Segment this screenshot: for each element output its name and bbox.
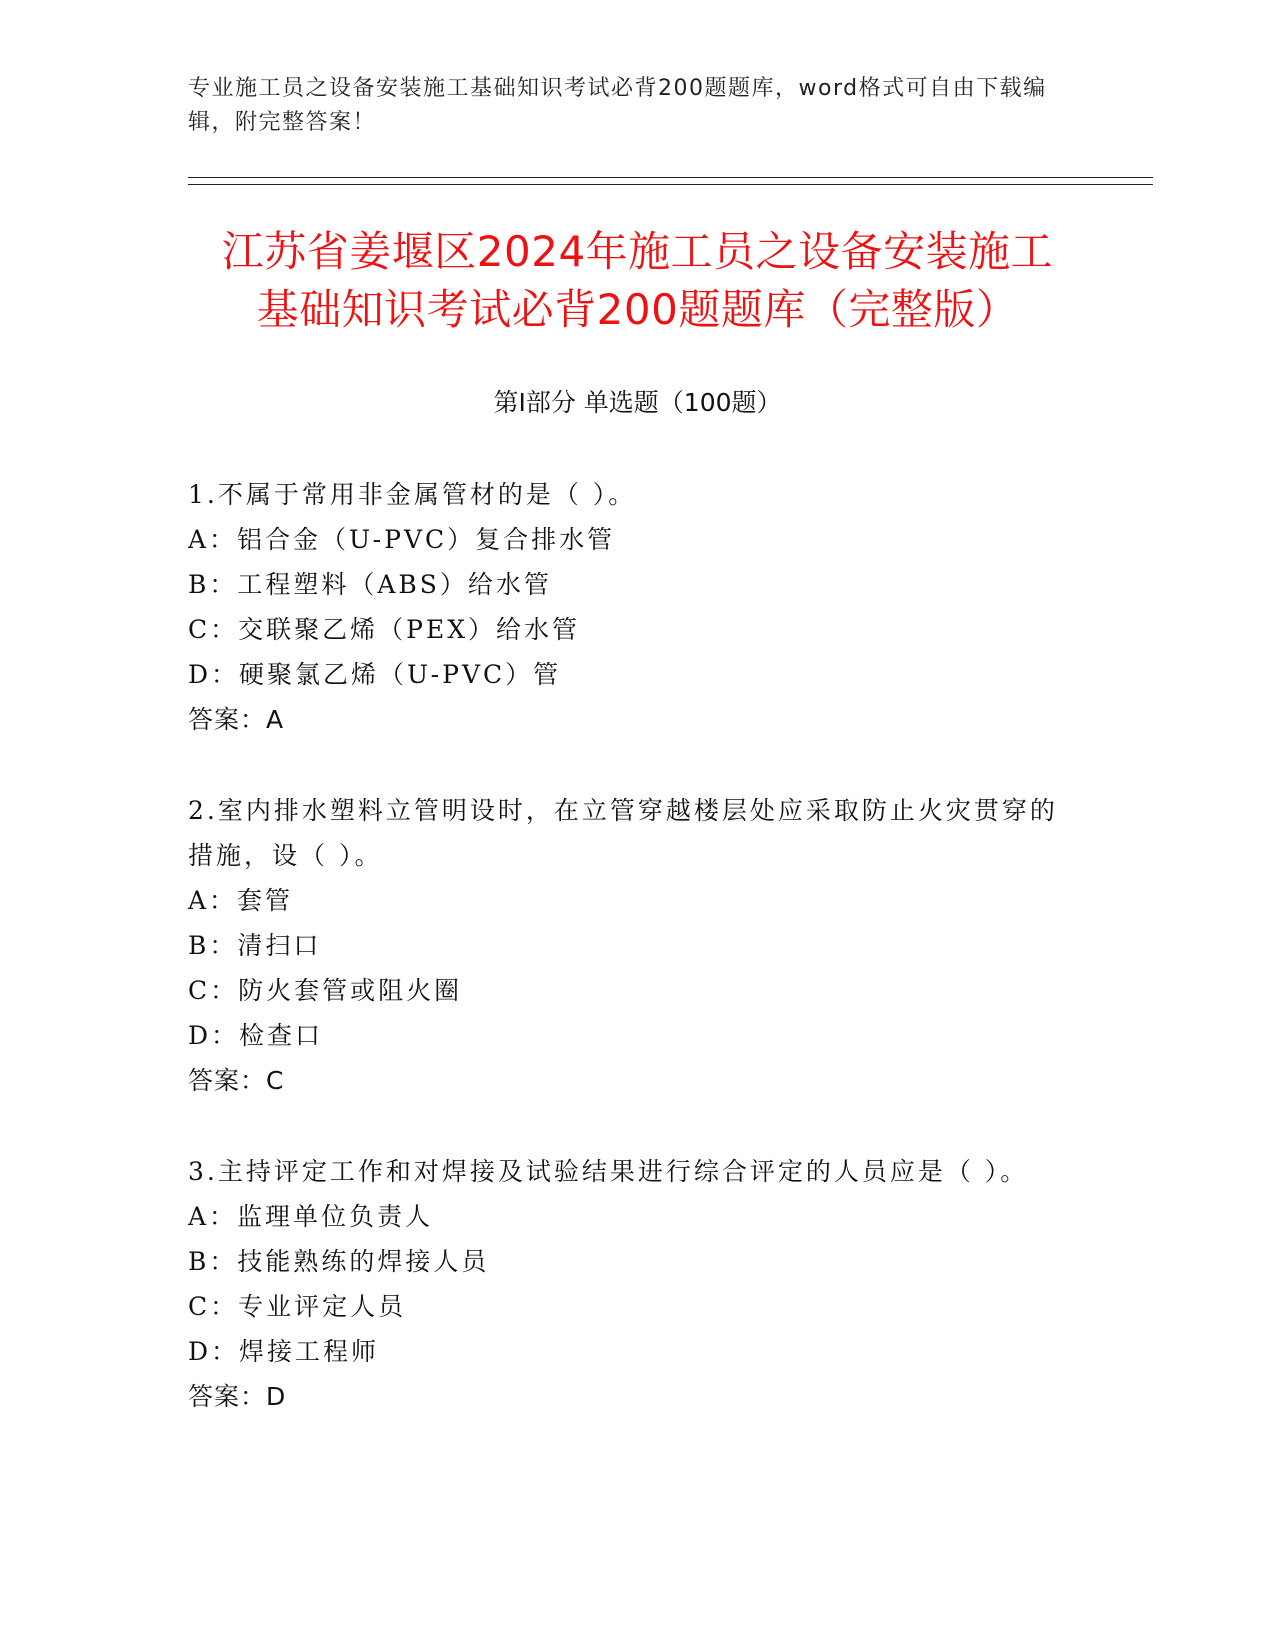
question-3 bbox=[188, 1149, 1068, 1419]
answer-line: 答案：A bbox=[188, 705, 285, 734]
option-c: C：交联聚乙烯（PEX）给水管 bbox=[188, 615, 580, 644]
option-b: B：技能熟练的焊接人员 bbox=[188, 1247, 490, 1276]
section-heading: 第Ⅰ部分 单选题（100题） bbox=[493, 388, 782, 417]
option-b: B：清扫口 bbox=[188, 931, 322, 960]
option-a: A：监理单位负责人 bbox=[188, 1202, 434, 1231]
question-1 bbox=[188, 472, 1068, 742]
option-c: C：专业评定人员 bbox=[188, 1292, 407, 1321]
option-a: A：套管 bbox=[188, 886, 294, 915]
header-note: 专业施工员之设备安装施工基础知识考试必背200题题库，word格式可自由下载编辑，附完整答案！ bbox=[188, 76, 1047, 135]
answer-line: 答案：D bbox=[188, 1382, 287, 1411]
option-d: D：硬聚氯乙烯（U-PVC）管 bbox=[188, 660, 562, 689]
question-list bbox=[188, 472, 1068, 1419]
header-rule-top bbox=[188, 177, 1153, 178]
question-stem: 3.主持评定工作和对焊接及试验结果进行综合评定的人员应是（ ）。 bbox=[188, 1157, 1029, 1186]
option-b: B：工程塑料（ABS）给水管 bbox=[188, 570, 552, 599]
option-c: C：防火套管或阻火圈 bbox=[188, 976, 463, 1005]
header-rule-bottom bbox=[188, 184, 1153, 185]
option-a: A：铝合金（U-PVC）复合排水管 bbox=[188, 525, 616, 554]
question-stem: 1.不属于常用非金属管材的是（ ）。 bbox=[188, 480, 637, 509]
question-stem: 2.室内排水塑料立管明设时，在立管穿越楼层处应采取防止火灾贯穿的措施，设（ ）。 bbox=[188, 796, 1058, 870]
document-title-line-1: 江苏省姜堰区2024年施工员之设备安装施工 bbox=[221, 227, 1054, 276]
option-d: D：检查口 bbox=[188, 1021, 324, 1050]
document-title bbox=[150, 223, 1125, 339]
answer-line: 答案：C bbox=[188, 1066, 285, 1095]
option-d: D：焊接工程师 bbox=[188, 1337, 380, 1366]
question-2 bbox=[188, 788, 1068, 1103]
document-title-line-2: 基础知识考试必背200题题库（完整版） bbox=[256, 285, 1019, 334]
